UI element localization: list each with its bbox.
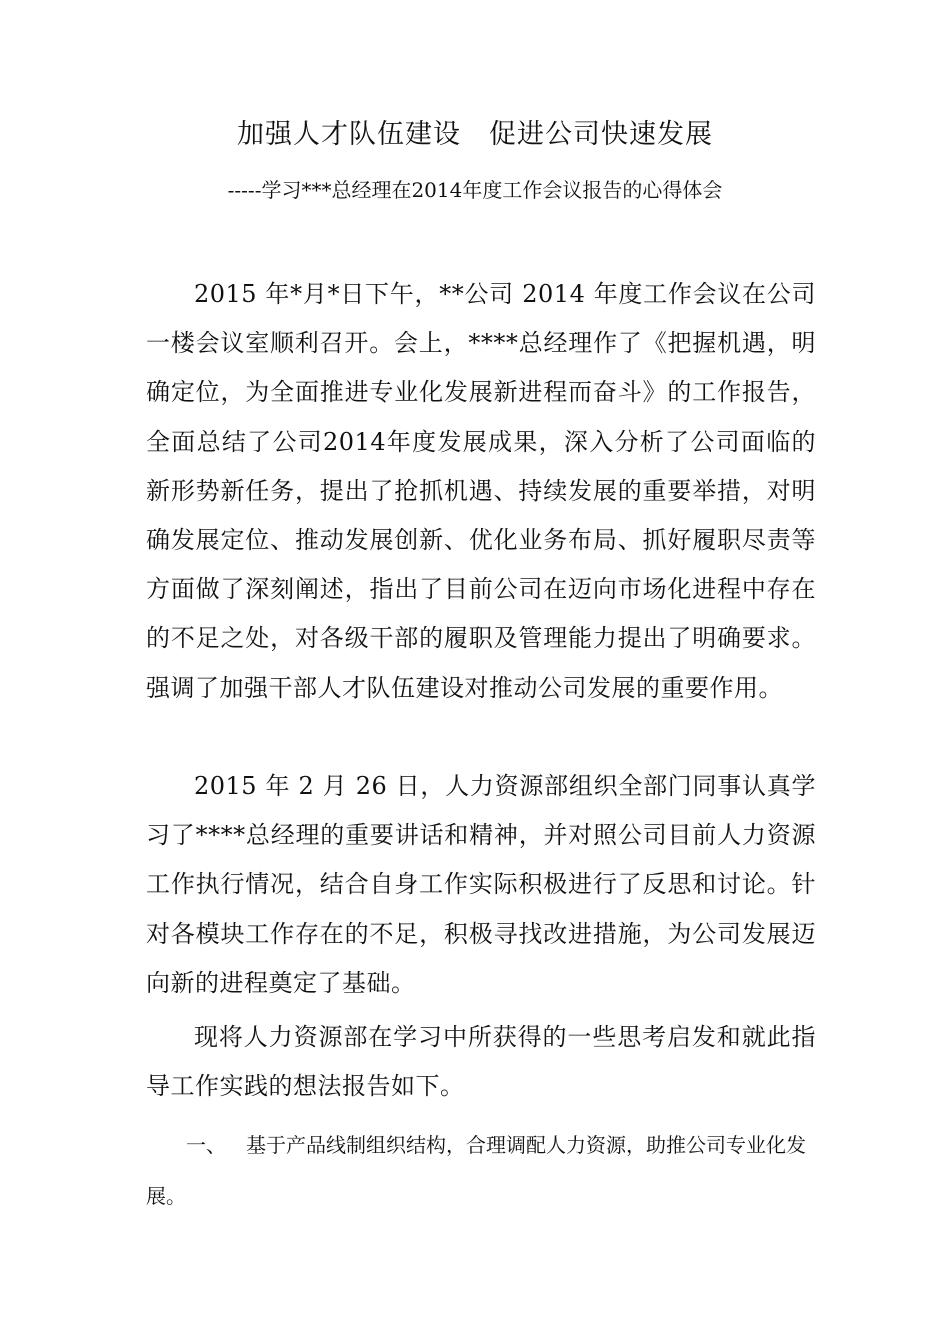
section-heading-text: 基于产品线制组织结构，合理调配人力资源，助推公司专业化发展。 [146, 1133, 806, 1208]
section-number: 一、 [186, 1133, 226, 1157]
paragraph-1-block [146, 270, 816, 713]
paragraph-2-block [146, 762, 816, 1008]
document-subtitle: -----学习***总经理在2014年度工作会议报告的心得体会 [227, 178, 723, 202]
document-title: 加强人才队伍建设 促进公司快速发展 [237, 119, 713, 150]
paragraph-1: 2015 年*月*日下午，**公司 2014 年度工作会议在公司一楼会议室顺利召开。会上，****总经理作了《把握机遇，明确定位，为全面推进专业化发展新进程而奋斗》的工作报告，全面总结了公司2014年度发展成果，深入分析了公司面临的新形势新任务，提出了抢抓机遇、持续发展的重要举措，对明确发展定位、推动发展创新、优化业务布局、抓好履职尽责等方面做了深刻阐述，指出了目前公司在迈向市场化进程中存在的不足之处，对各级干部的履职及管理能力提出了明确要求。强调了加强干部人才队伍建设对推动公司发展的重要作用。 [146, 280, 816, 702]
section-heading [146, 1120, 806, 1222]
paragraph-3-block [146, 1013, 816, 1111]
paragraph-3: 现将人力资源部在学习中所获得的一些思考启发和就此指导工作实践的想法报告如下。 [146, 1023, 816, 1101]
paragraph-2: 2015 年 2 月 26 日，人力资源部组织全部门同事认真学习了****总经理的重要讲话和精神，并对照公司目前人力资源工作执行情况，结合自身工作实际积极进行了反思和讨论。针对各模块工作存在的不足，积极寻找改进措施，为公司发展迈向新的进程奠定了基础。 [146, 772, 816, 997]
